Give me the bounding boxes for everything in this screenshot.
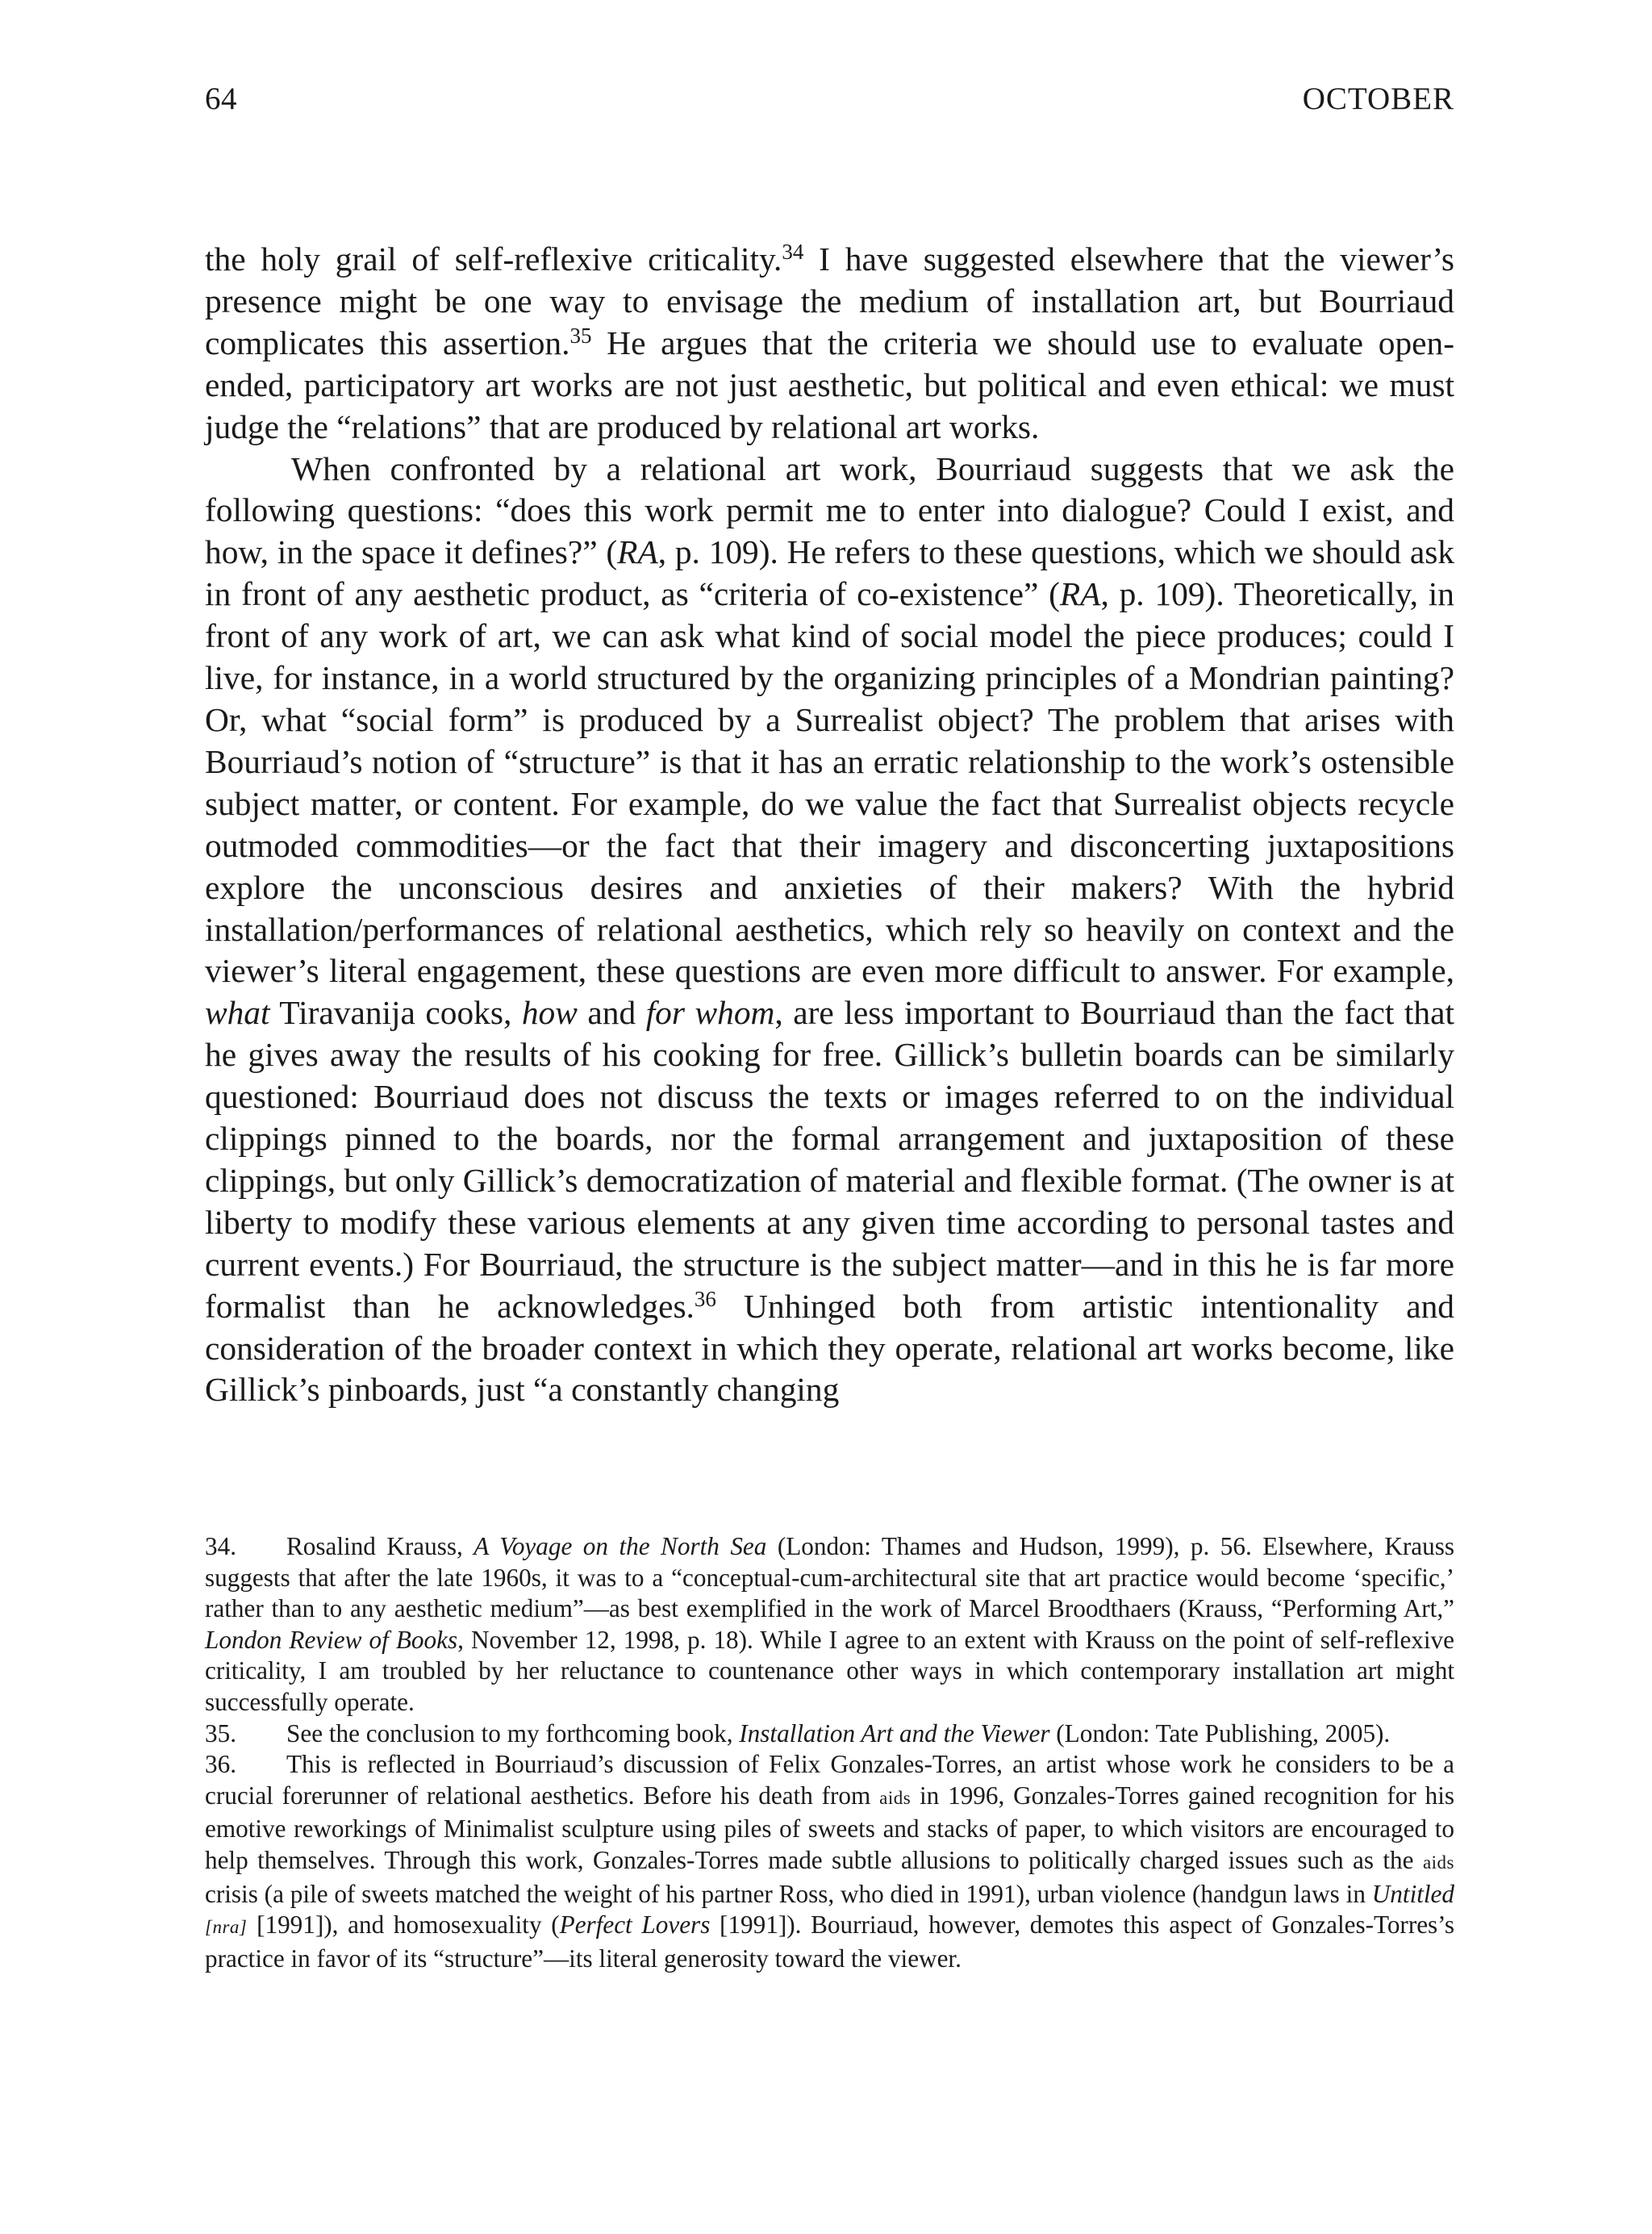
footnote-36: 36. This is reflected in Bourriaud’s discussion of Felix Gonzales-Torres, an artist whose work he considers to be a crucial forerunner of relational aesthetics. Before his death from aids in 1996, Gonzales-Torres gained recognition for his emotive reworkings of Minimalist sculpture using piles of sweets and stacks of paper, to which visitors are encouraged to help themselves. Through this work, Gonzales-Torres made subtle allusions to politically charged issues such as the aids crisis (a pile of sweets matched the weight of his partner Ross, who died in 1991), urban violence (handgun laws in Untitled [nra] [1991]), and homosexuality (Perfect Lovers [1991]). Bourriaud, however, demotes this aspect of Gonzales-Torres’s practice in favor of its “structure”—its literal generosity toward the viewer. [205, 1750, 1454, 1973]
footnotes [205, 1531, 1454, 1974]
footnote-34: 34. Rosalind Krauss, A Voyage on the North Sea (London: Thames and Hudson, 1999), p. 56. Elsewhere, Krauss suggests that after the late 1960s, it was to a “conceptual-cum-architectural site that art practice would become ‘specific,’ rather than to any aesthetic medium”—as best exemplified in the work of Marcel Broodthaers (Krauss, “Performing Art,” London Review of Books, November 12, 1998, p. 18). While I agree to an extent with Krauss on the point of self-reflexive criticality, I am troubled by her reluctance to countenance other ways in which contemporary installation art might successfully operate. [205, 1532, 1454, 1716]
footnote-number: 35. [205, 1718, 236, 1748]
running-head [205, 81, 1454, 129]
footnote-number: 36. [205, 1750, 236, 1779]
main-text [205, 239, 1454, 1411]
journal-title: OCTOBER [1302, 81, 1454, 116]
footnote-number: 34. [205, 1532, 236, 1560]
page [205, 0, 1454, 2234]
paragraph-2: When confronted by a relational art work, Bourriaud suggests that we ask the following questions: “does this work permit me to enter into dialogue? Could I exist, and how, in the space it defines?” (RA, p. 109). He refers to these questions, which we should ask in front of any aesthetic product, as “criteria of co-existence” (RA, p. 109). Theoretically, in front of any work of art, we can ask what kind of social model the piece produces; could I live, for instance, in a world structured by the organizing principles of a Mondrian painting? Or, what “social form” is produced by a Surrealist object? The problem that arises with Bourriaud’s notion of “structure” is that it has an erratic relationship to the work’s ostensible subject matter, or content. For example, do we value the fact that Surrealist objects recycle outmoded commodities—or the fact that their imagery and disconcerting juxtapositions explore the unconscious desires and anxieties of their makers? With the hybrid installation/performances of relational aesthetics, which rely so heavily on context and the viewer’s literal engagement, these questions are even more difficult to answer. For example, what Tiravanija cooks, how and for whom, are less important to Bourriaud than the fact that he gives away the results of his cooking for free. Gillick’s bulletin boards can be similarly questioned: Bourriaud does not discuss the texts or images referred to on the individual clippings pinned to the boards, nor the formal arrangement and juxtaposition of these clippings, but only Gillick’s democratization of material and flexible format. (The owner is at liberty to modify these various elements at any given time according to personal tastes and current events.) For Bourriaud, the structure is the subject matter—and in this he is far more formalist than he acknowledges.$^{36}$ Unhinged both from artistic intentionality and consideration of the broader context in which they operate, relational art works become, like Gillick’s pinboards, just “a constantly changing [205, 449, 1454, 1409]
footnote-35: 35. See the conclusion to my forthcoming book, Installation Art and the Viewer (London: Tate Publishing, 2005). [205, 1718, 1454, 1750]
footnote-ref-36[interactable]: 36 [694, 1286, 716, 1311]
footnote-ref-35[interactable]: 35 [569, 323, 592, 348]
footnote-ref-34[interactable]: 34 [782, 240, 804, 264]
page-number: 64 [205, 81, 237, 116]
paragraph-1: the holy grail of self-reflexive criticality.$^{34}$ I have suggested elsewhere that the viewer’s presence might be one way to envisage the medium of installation art, but Bourriaud complicates this assertion.$^{35}$ He argues that the criteria we should use to evaluate open-ended, participatory art works are not just aesthetic, but political and even ethical: we must judge the “relations” that are produced by relational art works. [205, 240, 1455, 445]
